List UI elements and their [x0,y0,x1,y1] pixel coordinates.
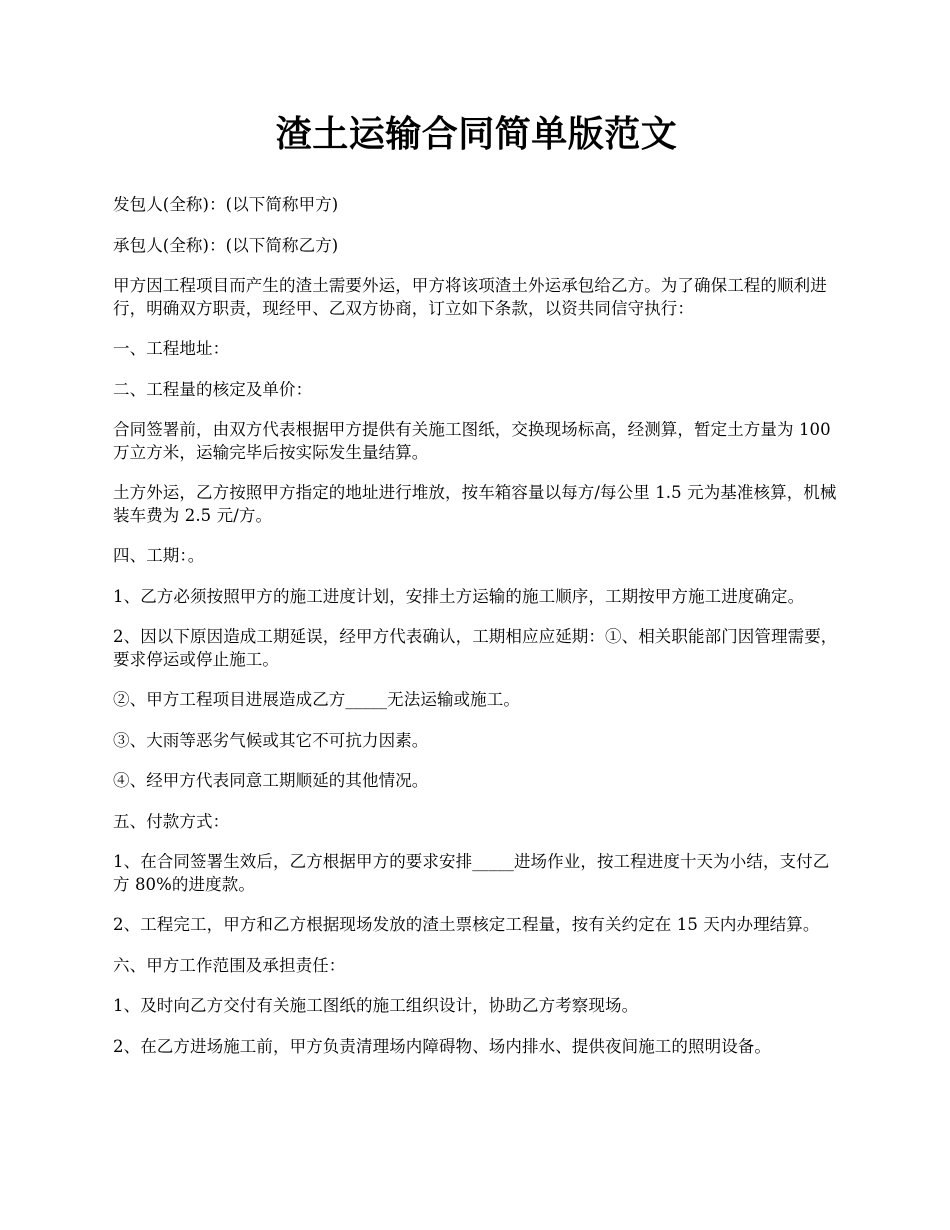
preamble-paragraph: 甲方因工程项目而产生的渣土需要外运，甲方将该项渣土外运承包给乙方。为了确保工程的顺利进行，明确双方职责，现经甲、乙双方协商，订立如下条款，以资共同信守执行： [113,276,827,318]
employer-duty-2: 2、在乙方进场施工前，甲方负责清理场内障碍物、场内排水、提供夜间施工的照明设备。 [113,1036,771,1056]
delay-reason-3: ③、大雨等恶劣气候或其它不可抗力因素。 [113,730,429,750]
payment-item-1: 1、在合同签署生效后，乙方根据甲方的要求安排_____进场作业，按工程进度十天为小结，支付乙方 80%的进度款。 [113,852,830,894]
section-heading-schedule: 四、工期：。 [113,546,205,565]
schedule-item-2: 2、因以下原因造成工期延误，经甲方代表确认，工期相应应延期：①、相关职能部门因管理需要，要求停运或停止施工。 [113,627,838,669]
document-title: 渣土运输合同简单版范文 [275,113,678,155]
price-paragraph: 土方外运，乙方按照甲方指定的地址进行堆放，按车箱容量以每方/每公里 1.5 元为基准核算，机械装车费为 2.5 元/方。 [113,483,837,525]
clause-contractor: 承包人(全称)：(以下简称乙方) [113,235,339,255]
clause-employer: 发包人(全称)：(以下简称甲方) [113,195,339,214]
section-heading-employer-duties: 六、甲方工作范围及承担责任： [113,955,346,975]
schedule-item-1: 1、乙方必须按照甲方的施工进度计划，安排土方运输的施工顺序，工期按甲方施工进度确定。 [113,586,805,606]
section-heading-address: 一、工程地址： [113,339,230,358]
delay-reason-2: ②、甲方工程项目进展造成乙方_____无法运输或施工。 [113,690,520,709]
employer-duty-1: 1、及时向乙方交付有关施工图纸的施工组织设计，协助乙方考察现场。 [113,996,639,1015]
payment-item-2: 2、工程完工，甲方和乙方根据现场发放的渣土票核定工程量，按有关约定在 15 天内办理结算。 [113,915,820,934]
delay-reason-4: ④、经甲方代表同意工期顺延的其他情况。 [113,771,429,790]
section-heading-payment: 五、付款方式： [113,811,230,831]
section-heading-quantity-price: 二、工程量的核定及单价： [113,379,313,399]
quantity-paragraph: 合同签署前，由双方代表根据甲方提供有关施工图纸，交换现场标高，经测算，暂定土方量为 100 万立方米，运输完毕后按实际发生量结算。 [113,420,831,462]
